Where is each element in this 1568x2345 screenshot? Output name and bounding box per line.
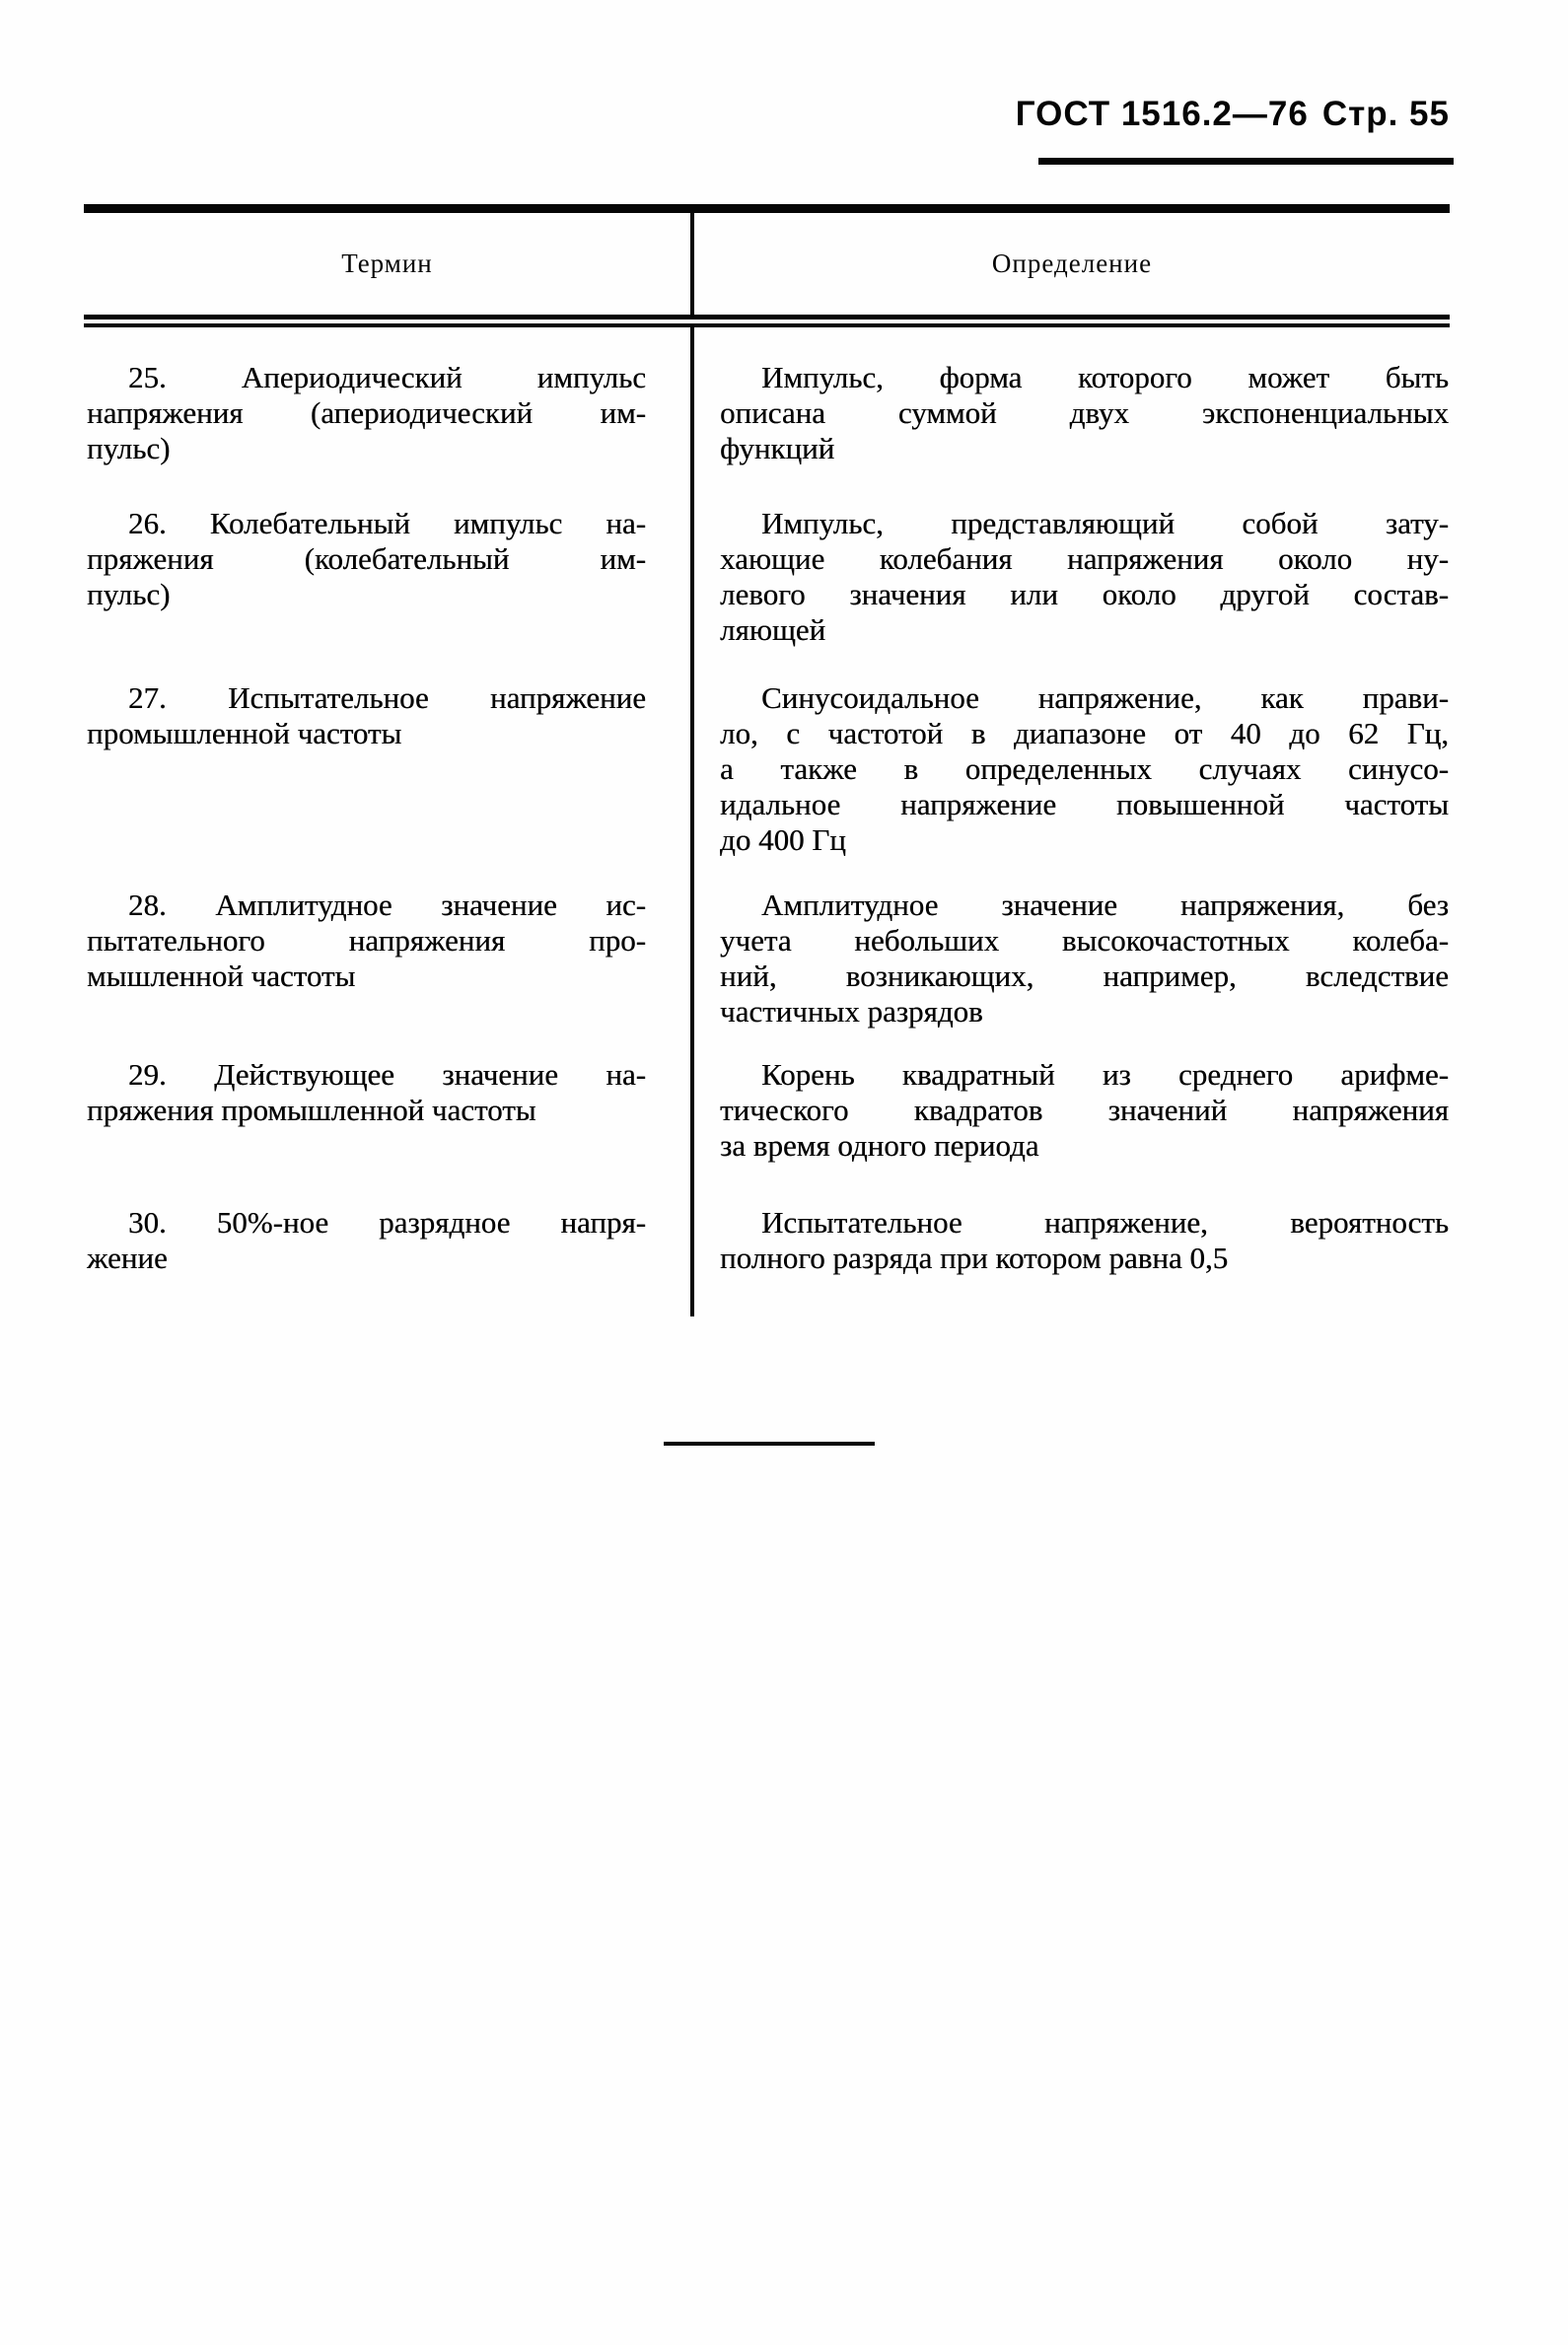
table-row-26 <box>84 506 1450 648</box>
section-end-rule <box>664 1442 875 1446</box>
term-cell: 26. Колебательный импульс на- пряжения (колебательный им- пульс) <box>87 506 646 611</box>
definition-cell: Амплитудное значение напряжения, без учета небольших высокочастотных колеба- ний, возникающих, например, вследствие частичных разрядов <box>720 888 1449 1029</box>
running-head <box>1016 95 1450 134</box>
running-head-underline <box>1038 158 1454 165</box>
table-row-30 <box>84 1205 1450 1276</box>
table-body <box>84 327 1450 1316</box>
table-top-border <box>84 204 1450 213</box>
definition-cell: Импульс, форма которого может быть описана суммой двух экспоненциальных функций <box>720 360 1449 465</box>
column-divider <box>690 327 694 1316</box>
term-cell: 29. Действующее значение на- пряжения промышленной частоты <box>87 1057 646 1127</box>
table-header-row <box>84 213 1450 315</box>
column-header-term: Термин <box>84 213 694 315</box>
definition-cell: Испытательное напряжение, вероятность полного разряда при котором равна 0,5 <box>720 1205 1449 1275</box>
term-cell: 27. Испытательное напряжение промышленной частоты <box>87 680 646 750</box>
table-row-29 <box>84 1057 1450 1164</box>
table-row-25 <box>84 360 1450 466</box>
term-cell: 30. 50%-ное разрядное напря- жение <box>87 1205 646 1275</box>
definition-cell: Импульс, представляющий собой зату- хающие колебания напряжения около ну- левого значения или около другой состав- ляющей <box>720 506 1449 647</box>
table-header-double-rule <box>84 315 1450 327</box>
standard-number: ГОСТ 1516.2—76 <box>1015 95 1309 133</box>
table-row-27 <box>84 680 1450 858</box>
term-cell: 28. Амплитудное значение ис- пытательного напряжения про- мышленной частоты <box>87 888 646 993</box>
definition-cell: Синусоидальное напряжение, как прави- ло, с частотой в диапазоне от 40 до 62 Гц, а также в определенных случаях синусо- идальное напряжение повышенной частоты до 400 Гц <box>720 680 1449 857</box>
table-row-28 <box>84 888 1450 1030</box>
terms-definitions-table <box>84 204 1450 1316</box>
definition-cell: Корень квадратный из среднего арифме- тического квадратов значений напряжения за время одного периода <box>720 1057 1449 1163</box>
page-number: Стр. 55 <box>1321 95 1450 133</box>
column-header-definition: Определение <box>991 249 1153 278</box>
term-cell: 25. Апериодический импульс напряжения (апериодический им- пульс) <box>87 360 646 465</box>
